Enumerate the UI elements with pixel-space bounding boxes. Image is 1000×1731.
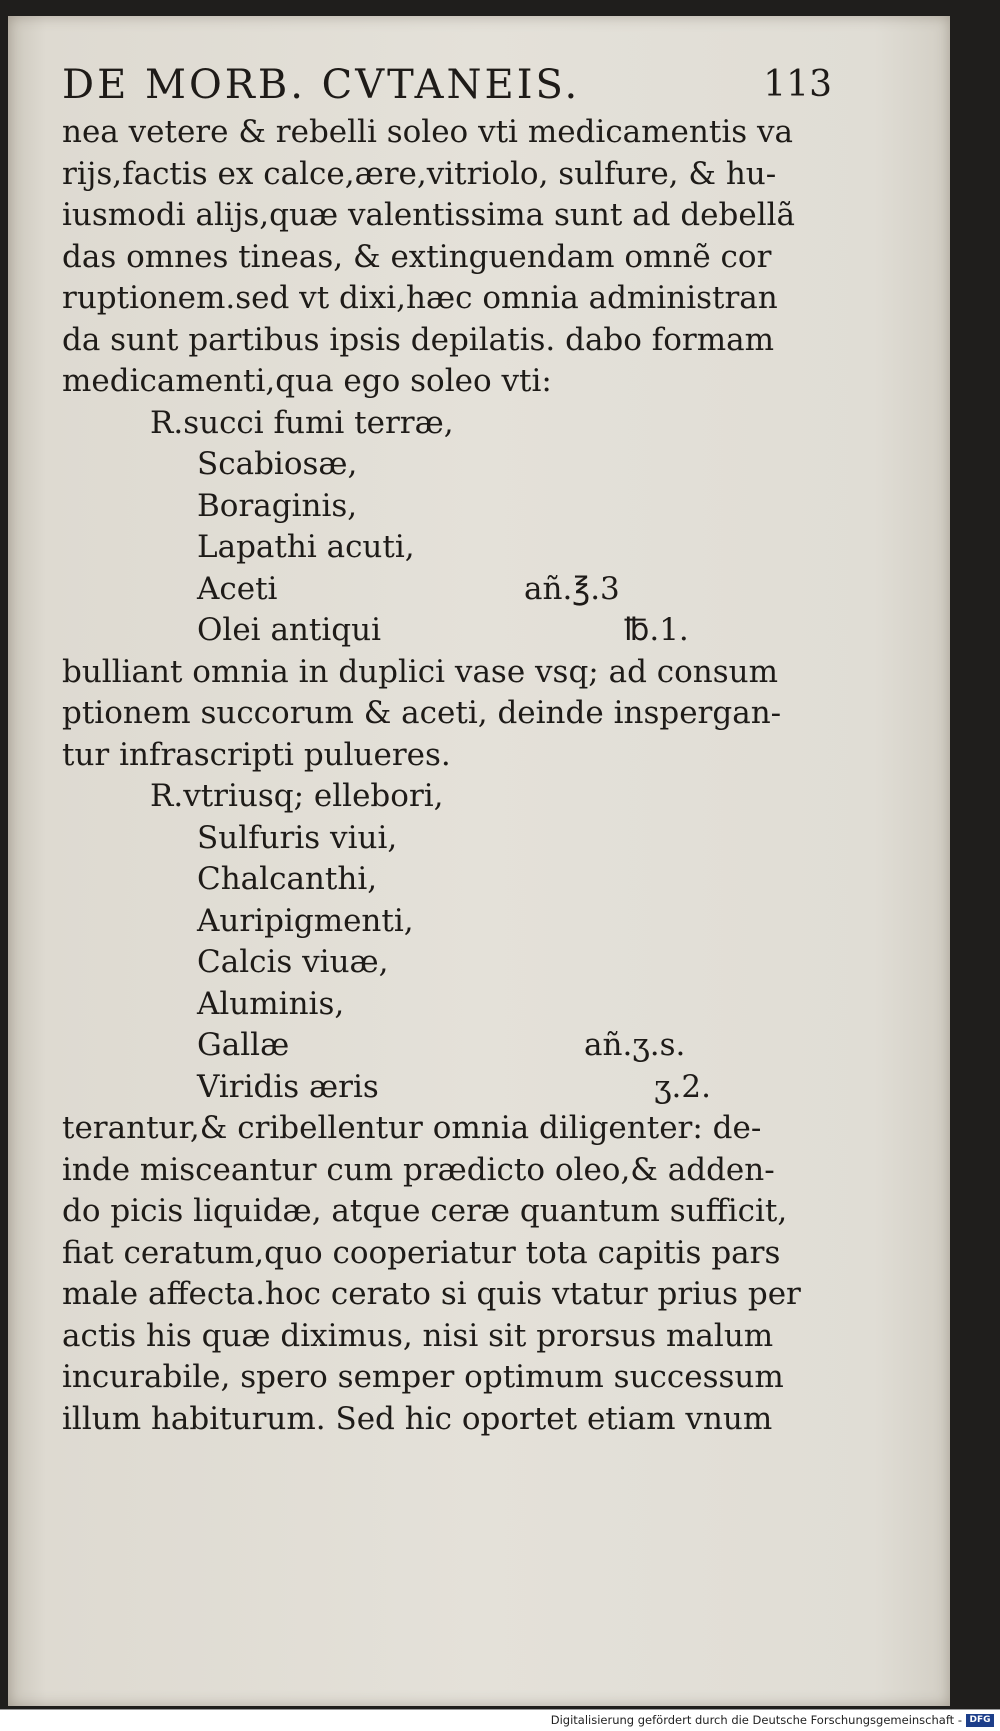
ingredient-quantity: añ.℥.3 xyxy=(524,570,620,607)
ingredient-line xyxy=(62,610,832,652)
dfg-logo: DFG xyxy=(966,1714,994,1727)
ingredient-line xyxy=(62,527,832,569)
ingredient-name: Lapathi acuti, xyxy=(197,529,415,565)
text-line: male affecta.hoc cerato si quis vtatur prius per xyxy=(62,1276,801,1312)
text-line: incurabile, spero semper optimum successum xyxy=(62,1359,784,1395)
text-line: nea vetere & rebelli soleo vti medicamentis va xyxy=(62,114,793,150)
ingredient-name: Gallæ xyxy=(197,1027,290,1063)
text-line: do picis liquidæ, atque ceræ quantum sufficit, xyxy=(62,1193,788,1229)
ingredient-name: Chalcanthi, xyxy=(197,861,378,897)
ingredient-line xyxy=(62,444,832,486)
book-page xyxy=(8,16,950,1706)
ingredient-name: Olei antiqui xyxy=(197,612,381,648)
text-line: rijs,factis ex calce,ære,vitriolo, sulfure, & hu- xyxy=(62,155,777,192)
ingredient-name: Viridis æris xyxy=(197,1068,379,1105)
ingredient-name: Scabiosæ, xyxy=(197,446,358,482)
ingredient-name: Aluminis, xyxy=(197,985,345,1022)
text-line: medicamenti,qua ego soleo vti: xyxy=(62,363,552,399)
running-title: DE MORB. CVTANEIS. xyxy=(62,62,581,108)
text-line: inde misceantur cum prædicto oleo,& adden- xyxy=(62,1151,775,1188)
recipe-2 xyxy=(62,776,832,1108)
ingredient-quantity: añ.ʒ.s. xyxy=(584,1027,686,1063)
text-line: illum habiturum. Sed hic oportet etiam vnum xyxy=(62,1400,773,1437)
ingredient-line xyxy=(62,569,832,611)
text-line: ptionem succorum & aceti, deinde inspergan- xyxy=(62,695,782,731)
paragraph-1 xyxy=(62,112,832,403)
ingredient-line xyxy=(62,859,832,901)
footer-bar xyxy=(0,1709,1000,1731)
ingredient-line xyxy=(62,901,832,943)
funding-credit: Digitalisierung gefördert durch die Deutsche Forschungsgemeinschaft - xyxy=(550,1713,962,1727)
ingredient-line xyxy=(62,818,832,860)
ingredient-line xyxy=(62,486,832,528)
ingredient-name: Aceti xyxy=(197,570,278,607)
page-header xyxy=(62,58,832,112)
ingredient-line xyxy=(62,984,832,1026)
text-line: das omnes tineas, & extinguendam omnẽ cor xyxy=(62,238,772,275)
text-line: ruptionem.sed vt dixi,hæc omnia administran xyxy=(62,280,778,316)
text-line: terantur,& cribellentur omnia diligenter: de- xyxy=(62,1110,762,1146)
ingredient-line xyxy=(62,1067,832,1109)
recipe-first-line: R.vtriusq; ellebori, xyxy=(150,778,444,814)
page-number: 113 xyxy=(763,64,832,105)
ingredient-name: Calcis viuæ, xyxy=(197,944,389,980)
ingredient-quantity: ʒ.2. xyxy=(654,1068,711,1105)
text-line: fiat ceratum,quo cooperiatur tota capitis pars xyxy=(62,1234,781,1271)
page-text xyxy=(62,58,832,1440)
ingredient-name: Sulfuris viui, xyxy=(197,819,398,856)
paragraph-3 xyxy=(62,1108,832,1440)
ingredient-name: Boraginis, xyxy=(197,487,358,524)
text-line: iusmodi alijs,quæ valentissima sunt ad debellã xyxy=(62,197,796,233)
text-line: bulliant omnia in duplici vase vsq; ad consum xyxy=(62,653,779,690)
recipe-first-line: R.succi fumi terræ, xyxy=(150,404,454,441)
text-line: actis his quæ diximus, nisi sit prorsus malum xyxy=(62,1317,774,1354)
ingredient-quantity: ℔.1. xyxy=(624,612,689,648)
ingredient-line xyxy=(62,1025,832,1067)
paragraph-2 xyxy=(62,652,832,777)
ingredient-name: Auripigmenti, xyxy=(197,902,414,939)
ingredient-line xyxy=(62,942,832,984)
recipe-1 xyxy=(62,403,832,652)
text-line: tur infrascripti pulueres. xyxy=(62,736,451,773)
text-line: da sunt partibus ipsis depilatis. dabo formam xyxy=(62,321,775,358)
